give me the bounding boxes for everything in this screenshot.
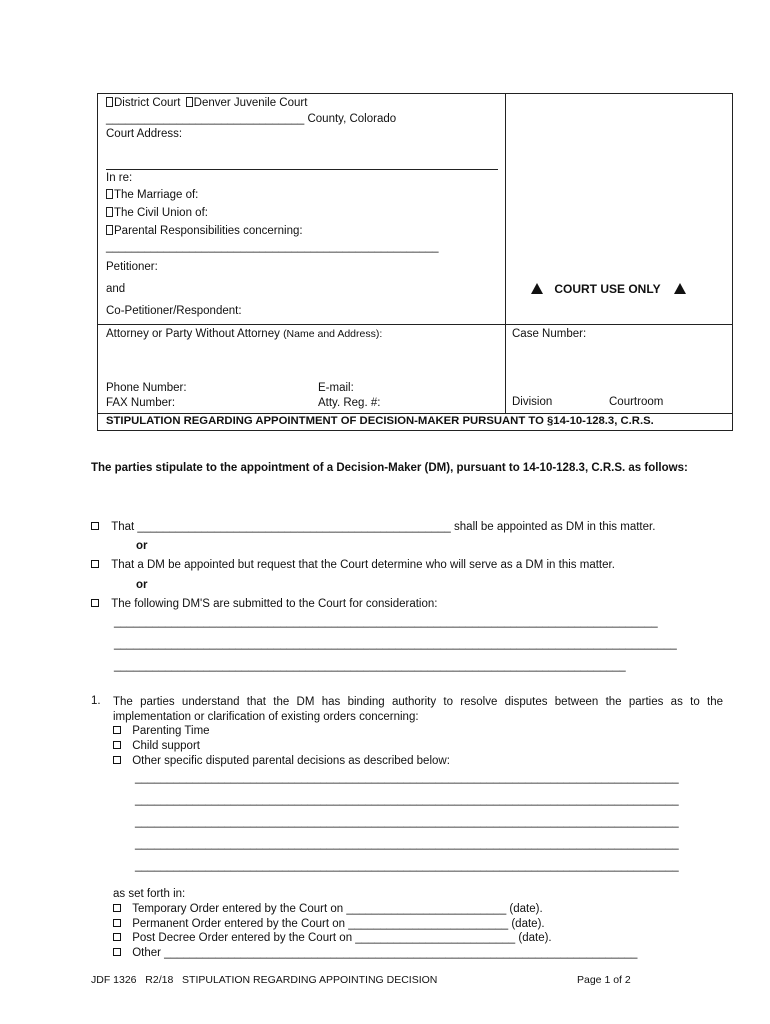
other-order-checkbox[interactable]: [113, 948, 121, 956]
other-order-label: Other: [132, 947, 161, 959]
email-label: E-mail:: [318, 382, 354, 394]
attorney-sublabel: (Name and Address):: [283, 328, 383, 340]
court-address-label: Court Address:: [106, 128, 183, 140]
parenting-time-row: [113, 725, 210, 737]
party-names-blank[interactable]: ____________________________________________________: [106, 241, 439, 253]
marriage-checkbox[interactable]: [106, 189, 113, 199]
child-support-checkbox[interactable]: [113, 741, 121, 749]
other-specific-checkbox[interactable]: [113, 756, 121, 764]
post-decree-order-row: [113, 932, 552, 944]
description-line-5[interactable]: _____________________________________________________________________________________: [135, 860, 679, 872]
attorney-row: [106, 328, 382, 340]
title-rule: [97, 413, 733, 414]
post-decree-order-label: Post Decree Order entered by the Court on _________________________ (date).: [132, 932, 552, 944]
option-1-suffix: shall be appointed as DM in this matter.: [454, 521, 656, 533]
county-row: [106, 113, 396, 125]
up-triangle-icon: [674, 283, 686, 294]
permanent-order-checkbox[interactable]: [113, 919, 121, 927]
fax-label: FAX Number:: [106, 397, 176, 409]
civil-union-label: The Civil Union of:: [114, 207, 208, 219]
option-3-row: [91, 598, 437, 610]
case-number-label: Case Number:: [512, 328, 587, 340]
marriage-row: [106, 189, 198, 201]
or-label-1: or: [136, 540, 148, 552]
or-label-2: or: [136, 579, 148, 591]
item-1-number: 1.: [91, 695, 101, 707]
parental-row: [106, 225, 303, 237]
court-use-only: [531, 282, 686, 296]
child-support-label: Child support: [132, 740, 200, 752]
district-court-checkbox[interactable]: [106, 97, 113, 107]
temporary-order-label: Temporary Order entered by the Court on _________________________ (date).: [132, 903, 543, 915]
court-use-only-label: COURT USE ONLY: [554, 282, 661, 296]
option-1-checkbox[interactable]: [91, 522, 99, 530]
option-1-prefix: That: [111, 521, 135, 533]
attorney-label: Attorney or Party Without Attorney: [106, 328, 280, 340]
in-re-label: In re:: [106, 172, 133, 184]
footer-form-id: JDF 1326 R2/18 STIPULATION REGARDING APPOINTING DECISION: [91, 974, 438, 986]
option-2-checkbox[interactable]: [91, 560, 99, 568]
description-line-3[interactable]: _____________________________________________________________________________________: [135, 816, 679, 828]
dm-candidate-line-1[interactable]: _____________________________________________________________________________________: [114, 616, 658, 628]
petitioner-label: Petitioner:: [106, 261, 158, 273]
other-order-row: [113, 947, 637, 959]
option-1-name-blank[interactable]: _________________________________________________: [137, 521, 451, 533]
dm-candidate-line-3[interactable]: ________________________________________________________________________________: [114, 660, 626, 672]
intro-paragraph: The parties stipulate to the appointment of a Decision-Maker (DM), pursuant to 14-10-128.3, C.R.S. as follows:: [91, 462, 688, 474]
caption-box: [97, 93, 733, 431]
option-3-checkbox[interactable]: [91, 599, 99, 607]
description-line-1[interactable]: _____________________________________________________________________________________: [135, 772, 679, 784]
item-1-text: The parties understand that the DM has binding authority to resolve disputes between the parties as to the implementation or clarification of existing orders concerning:: [113, 696, 723, 723]
temporary-order-checkbox[interactable]: [113, 904, 121, 912]
other-order-blank[interactable]: __________________________________________________________________________: [164, 947, 638, 959]
child-support-row: [113, 740, 200, 752]
option-3-text: The following DM'S are submitted to the Court for consideration:: [111, 598, 438, 610]
option-1-row: [91, 521, 655, 533]
other-specific-row: [113, 755, 450, 767]
atty-reg-label: Atty. Reg. #:: [318, 397, 381, 409]
up-triangle-icon: [531, 283, 543, 294]
corespondent-label: Co-Petitioner/Respondent:: [106, 305, 242, 317]
parenting-time-checkbox[interactable]: [113, 726, 121, 734]
option-2-text: That a DM be appointed but request that the Court determine who will serve as a DM in this matter.: [111, 559, 615, 571]
phone-label: Phone Number:: [106, 382, 187, 394]
district-court-label: District Court: [114, 97, 181, 109]
as-set-forth-label: as set forth in:: [113, 888, 186, 900]
permanent-order-label: Permanent Order entered by the Court on _________________________ (date).: [132, 918, 545, 930]
courtroom-label: Courtroom: [609, 396, 664, 408]
post-decree-order-checkbox[interactable]: [113, 933, 121, 941]
division-label: Division: [512, 396, 553, 408]
temporary-order-row: [113, 903, 543, 915]
caption-divider: [505, 93, 506, 414]
court-type-row: [106, 97, 307, 109]
civil-union-row: [106, 207, 208, 219]
county-suffix: County, Colorado: [307, 113, 397, 125]
description-line-4[interactable]: _____________________________________________________________________________________: [135, 838, 679, 850]
county-blank[interactable]: _______________________________: [106, 113, 305, 125]
address-rule: [106, 169, 498, 170]
parental-label: Parental Responsibilities concerning:: [114, 225, 303, 237]
option-2-row: [91, 559, 615, 571]
and-label: and: [106, 283, 126, 295]
other-specific-label: Other specific disputed parental decisions as described below:: [132, 755, 450, 767]
juvenile-court-checkbox[interactable]: [186, 97, 193, 107]
marriage-label: The Marriage of:: [114, 189, 199, 201]
civil-union-checkbox[interactable]: [106, 207, 113, 217]
attorney-rule: [97, 324, 733, 325]
parental-checkbox[interactable]: [106, 225, 113, 235]
dm-candidate-line-2[interactable]: ________________________________________________________________________________________: [114, 638, 677, 650]
form-title: STIPULATION REGARDING APPOINTMENT OF DECISION-MAKER PURSUANT TO §14-10-128.3, C.R.S.: [106, 415, 654, 427]
juvenile-court-label: Denver Juvenile Court: [193, 97, 308, 109]
parenting-time-label: Parenting Time: [132, 725, 210, 737]
permanent-order-row: [113, 918, 545, 930]
footer-page-number: Page 1 of 2: [577, 974, 631, 986]
description-line-2[interactable]: _____________________________________________________________________________________: [135, 794, 679, 806]
